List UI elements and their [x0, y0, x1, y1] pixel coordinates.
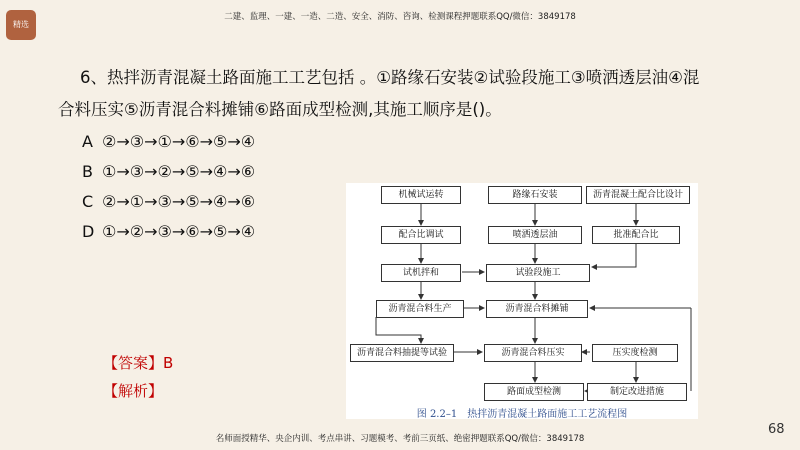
flow-node-extraction-test: 沥青混合料抽提等试验 [350, 344, 454, 362]
option-c [82, 187, 255, 217]
option-text: ①→③→②→⑤→④→⑥ [102, 162, 256, 181]
flow-node-equipment-trial: 机械试运转 [381, 186, 461, 204]
analysis-label: 【解析】 [103, 382, 164, 400]
flow-node-mix-design: 沥青混凝土配合比设计 [586, 186, 690, 204]
question-line-2: 合料压实⑤沥青混合料摊铺⑥路面成型检测,其施工顺序是()。 [58, 100, 502, 119]
flow-node-improvement: 制定改进措施 [587, 383, 687, 401]
option-letter: D [82, 222, 95, 241]
option-b [82, 157, 255, 187]
flow-node-prime-coat: 喷洒透层油 [488, 226, 582, 244]
answer-label: 【答案】B [103, 354, 174, 372]
flow-node-production: 沥青混合料生产 [376, 300, 464, 318]
option-letter: A [82, 132, 93, 151]
bottom-banner: 名师面授精华、央企内训、考点串讲、习题模考、考前三页纸、绝密押题联系QQ/微信：3849178 [215, 434, 585, 444]
option-text: ①→②→③→⑥→⑤→④ [102, 222, 256, 241]
page-number: 68 [768, 422, 785, 437]
flow-node-approved-mix: 批准配合比 [592, 226, 680, 244]
flowchart-caption: 图 2.2–1 热拌沥青混凝土路面施工工艺流程图 [416, 409, 628, 420]
option-letter: C [82, 192, 94, 211]
option-letter: B [82, 162, 93, 181]
flow-node-test-section: 试验段施工 [486, 264, 590, 282]
flowchart-figure [346, 183, 698, 419]
option-a [82, 127, 255, 157]
brand-logo: 精选 [6, 10, 36, 40]
question-text [58, 62, 758, 126]
flow-node-final-inspection: 路面成型检测 [484, 383, 584, 401]
option-text: ②→③→①→⑥→⑤→④ [102, 132, 256, 151]
question-line-1: 6、热拌沥青混凝土路面施工工艺包括 。①路缘石安装②试验段施工③喷洒透层油④混 [80, 68, 700, 87]
flow-node-density-test: 压实度检测 [592, 344, 678, 362]
flow-node-mix-adjust: 配合比调试 [381, 226, 461, 244]
options-list [82, 127, 255, 247]
flow-node-trial-mix: 试机拌和 [381, 264, 461, 282]
flow-node-compaction: 沥青混合料压实 [484, 344, 582, 362]
option-text: ②→①→③→⑤→④→⑥ [102, 192, 256, 211]
top-banner: 二建、监理、一建、一造、二造、安全、消防、咨询、检测课程押题联系QQ/微信：3849178 [224, 12, 576, 22]
flow-node-curb-install: 路缘石安装 [488, 186, 582, 204]
option-d [82, 217, 255, 247]
flow-node-paving: 沥青混合料摊铺 [486, 300, 588, 318]
